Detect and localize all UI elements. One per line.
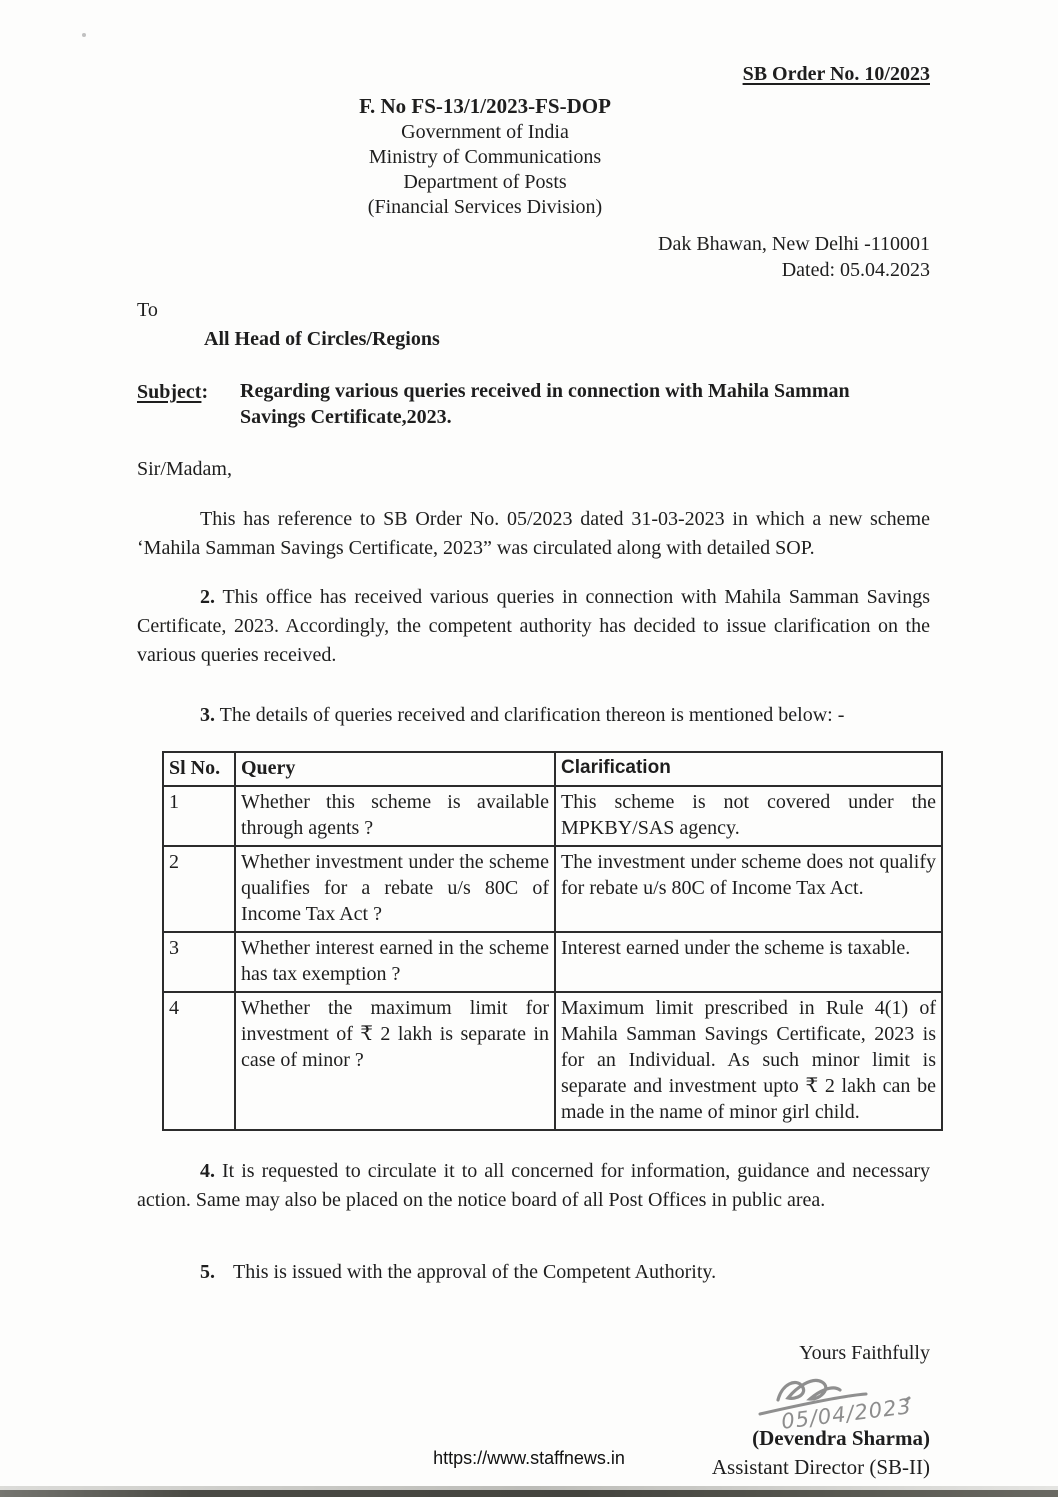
cell-query: Whether the maximum limit for investment of ₹ 2 lakh is separate in case of minor ?: [235, 992, 555, 1130]
signature-handwritten-date: 05/04/2023: [779, 1394, 913, 1434]
recipient: All Head of Circles/Regions: [204, 328, 440, 350]
subject-block: [137, 378, 930, 430]
org-line-department: Department of Posts: [403, 171, 567, 193]
org-line-division: (Financial Services Division): [367, 196, 603, 218]
cell-query: Whether this scheme is available through agents ?: [235, 786, 555, 846]
paragraph-3-number: 3.: [200, 704, 215, 726]
closing-phrase: Yours Faithfully: [799, 1342, 930, 1364]
file-number: F. No FS-13/1/2023-FS-DOP: [359, 94, 611, 118]
header-sl-no: Sl No.: [163, 752, 235, 786]
paragraph-2-number: 2.: [200, 586, 215, 608]
paragraph-2: [137, 583, 930, 670]
paragraph-4-text: It is requested to circulate it to all concerned for information, guidance and necessary action. Same may also be placed on the notice board of all Post Offices in public area.: [137, 1160, 931, 1211]
scan-artifact: [82, 33, 86, 37]
cell-sl: 2: [163, 846, 235, 932]
paragraph-4: [137, 1157, 930, 1215]
table-row: [163, 846, 942, 932]
cell-clarification: This scheme is not covered under the MPKBY/SAS agency.: [555, 786, 942, 846]
signatory-title: Assistant Director (SB-II): [711, 1455, 930, 1479]
letter-content: [137, 0, 936, 1482]
paragraph-5-number: 5.: [200, 1261, 215, 1283]
subject-label: Subject:: [137, 381, 209, 403]
letterhead: [137, 93, 833, 220]
cell-query: Whether investment under the scheme qualifies for a rebate u/s 80C of Income Tax Act ?: [235, 846, 555, 932]
header-clarification: Clarification: [555, 752, 942, 786]
salutation: Sir/Madam,: [137, 458, 232, 480]
cell-clarification: Interest earned under the scheme is taxable.: [555, 932, 942, 992]
table-row: [163, 932, 942, 992]
paragraph-5: [137, 1258, 930, 1287]
paragraph-4-number: 4.: [200, 1160, 215, 1182]
subject-text: Regarding various queries received in connection with Mahila Samman Savings Certificate,2023.: [240, 380, 850, 428]
header-query: Query: [235, 752, 555, 786]
org-line-govt: Government of India: [401, 121, 569, 143]
to-label: To: [137, 299, 158, 321]
subject-colon: :: [201, 381, 209, 403]
cell-clarification: Maximum limit prescribed in Rule 4(1) of Mahila Samman Savings Certificate, 2023 is for an Individual. As such minor limit is separate and investment upto ₹ 2 lakh can be made in the name of minor girl child.: [555, 992, 942, 1130]
place-date-block: [137, 231, 930, 283]
office-address: Dak Bhawan, New Delhi -110001: [658, 233, 930, 255]
cell-sl: 3: [163, 932, 235, 992]
paragraph-2-text: This office has received various queries in connection with Mahila Samman Savings Certificate, 2023. Accordingly, the competent authority has decided to issue clarification on the various queries received.: [137, 586, 930, 666]
paragraph-3-text: The details of queries received and clarification thereon is mentioned below: -: [219, 704, 845, 726]
signatory-name: (Devendra Sharma): [752, 1426, 930, 1450]
letter-date: Dated: 05.04.2023: [781, 259, 930, 281]
cell-sl: 4: [163, 992, 235, 1130]
cell-clarification: The investment under scheme does not qualify for rebate u/s 80C of Income Tax Act.: [555, 846, 942, 932]
cell-sl: 1: [163, 786, 235, 846]
queries-table: [162, 751, 943, 1131]
cell-query: Whether interest earned in the scheme has tax exemption ?: [235, 932, 555, 992]
signature-area: [137, 1370, 930, 1448]
paragraph-3: [137, 701, 930, 730]
paragraph-5-text: This is issued with the approval of the Competent Authority.: [233, 1261, 717, 1283]
org-line-ministry: Ministry of Communications: [368, 146, 602, 168]
table-row: [163, 992, 942, 1130]
paragraph-1: This has reference to SB Order No. 05/2023 dated 31-03-2023 in which a new scheme ‘Mahila Samman Savings Certificate, 2023” was circulated along with detailed SOP.: [137, 508, 930, 559]
scan-bottom-edge: [0, 1490, 1058, 1497]
source-url: https://www.staffnews.in: [433, 1448, 625, 1468]
sb-order-number-text: SB Order No. 10/2023: [742, 63, 930, 85]
queries-table-header: [163, 752, 942, 786]
sb-order-number: [137, 60, 930, 89]
table-row: [163, 786, 942, 846]
